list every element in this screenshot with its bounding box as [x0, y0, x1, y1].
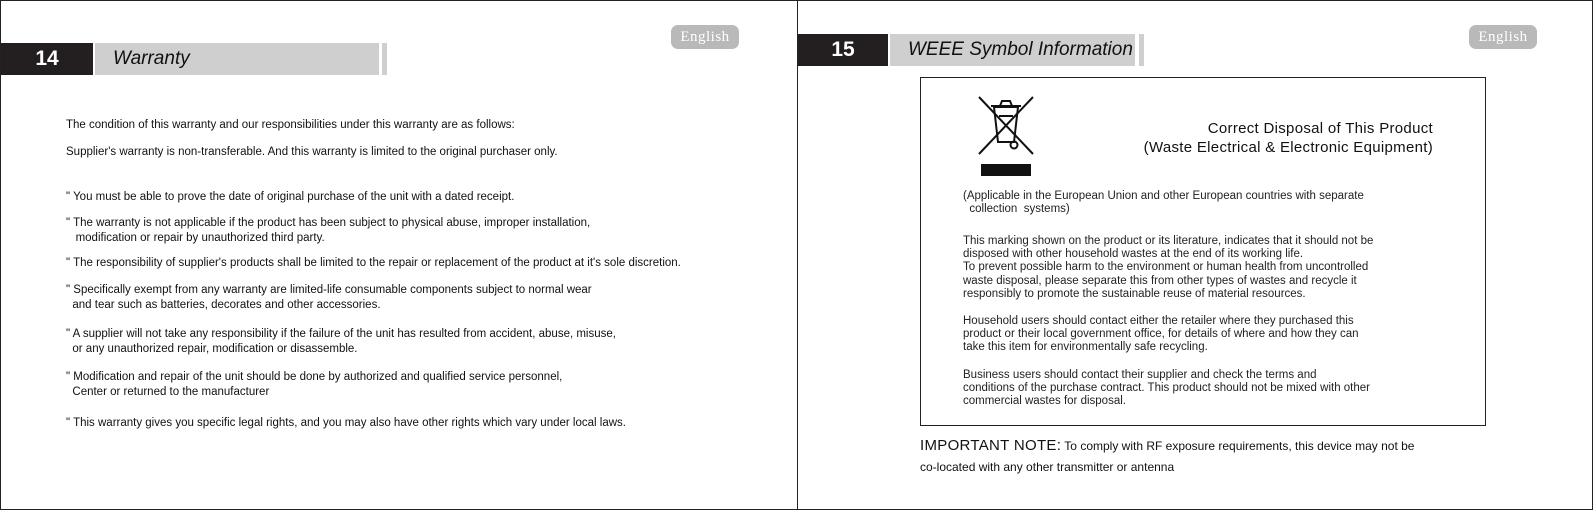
applicable-paragraph — [963, 190, 1463, 216]
paragraph-line: collection systems) — [963, 203, 1070, 216]
crossed-out-wheelie-bin-icon — [975, 94, 1037, 178]
paragraph-line: conditions of the purchase contract. This product should not be mixed with other — [963, 382, 1370, 395]
warranty-clause-receipt: " You must be able to prove the date of original purchase of the unit with a dated receipt. — [66, 191, 515, 203]
header-divider — [382, 43, 387, 75]
weee-info-box — [920, 77, 1486, 426]
important-note-text: To comply with RF exposure requirements, this device may not be — [1061, 439, 1415, 453]
paragraph-line: (Applicable in the European Union and other European countries with separate — [963, 190, 1364, 202]
warranty-clause-exempt-cont: and tear such as batteries, decorates and other accessories. — [66, 299, 381, 311]
paragraph-line: waste disposal, please separate this from other types of wastes and recycle it — [963, 274, 1357, 287]
warranty-transfer: Supplier's warranty is non-transferable. And this warranty is limited to the original purchaser only. — [66, 146, 558, 158]
paragraph-line: Business users should contact their supplier and check the terms and — [963, 369, 1317, 381]
important-note-text-cont: co-located with any other transmitter or antenna — [920, 460, 1175, 474]
important-note — [920, 435, 1490, 478]
marking-paragraph — [963, 235, 1463, 301]
paragraph-line: disposed with other household wastes at the end of its working life. — [963, 248, 1304, 261]
paragraph-line: commercial wastes for disposal. — [963, 395, 1126, 408]
warranty-clause-exempt: " Specifically exempt from any warranty are limited-life consumable components subject to normal wear — [66, 284, 592, 296]
paragraph-line: This marking shown on the product or its literature, indicates that it should not be — [963, 235, 1374, 247]
warranty-clause-failure-cont: or any unauthorized repair, modification or disassemble. — [66, 343, 358, 355]
warranty-clause-failure: " A supplier will not take any responsibility if the failure of the unit has resulted from accident, abuse, misuse, — [66, 328, 616, 340]
paragraph-line: product or their local government office, for details of where and how they can — [963, 328, 1359, 341]
warranty-clause-responsibility: " The responsibility of supplier's products shall be limited to the repair or replacement of the product at it's sole discretion. — [66, 257, 681, 269]
disposal-subheading: (Waste Electrical & Electronic Equipment) — [1143, 139, 1433, 156]
section-header — [1, 43, 391, 75]
section-title: WEEE Symbol Information — [890, 34, 1135, 66]
important-note-line — [920, 435, 1490, 457]
paragraph-line: take this item for environmentally safe recycling. — [963, 341, 1208, 354]
disposal-heading: Correct Disposal of This Product — [1207, 120, 1433, 137]
warranty-clause-abuse: " The warranty is not applicable if the product has been subject to physical abuse, improper installation, — [66, 217, 591, 229]
warranty-clause-repair: " Modification and repair of the unit should be done by authorized and qualified service personnel, — [66, 371, 563, 383]
paragraph-line: Household users should contact either the retailer where they purchased this — [963, 315, 1354, 327]
section-title: Warranty — [95, 43, 379, 75]
paragraph-line: responsibly to promote the sustainable reuse of material resources. — [963, 287, 1306, 300]
important-note-label: IMPORTANT NOTE: — [920, 437, 1062, 454]
section-header — [798, 34, 1148, 66]
warranty-clause-repair-cont: Center or returned to the manufacturer — [66, 386, 270, 398]
weee-page — [797, 0, 1593, 510]
business-paragraph — [963, 369, 1463, 409]
warranty-clause-rights: " This warranty gives you specific legal rights, and you may also have other rights which vary under local laws. — [66, 417, 626, 429]
warranty-clause-abuse-cont: modification or repair by unauthorized third party. — [66, 232, 325, 244]
language-badge: English — [1469, 25, 1537, 49]
header-divider — [1139, 34, 1144, 66]
section-number: 15 — [798, 34, 888, 66]
warranty-intro: The condition of this warranty and our responsibilities under this warranty are as follows: — [66, 119, 515, 131]
warranty-page — [0, 0, 798, 510]
paragraph-line: To prevent possible harm to the environment or human health from uncontrolled — [963, 261, 1369, 274]
language-badge: English — [671, 25, 739, 49]
household-paragraph — [963, 315, 1463, 355]
section-number: 14 — [1, 43, 93, 75]
